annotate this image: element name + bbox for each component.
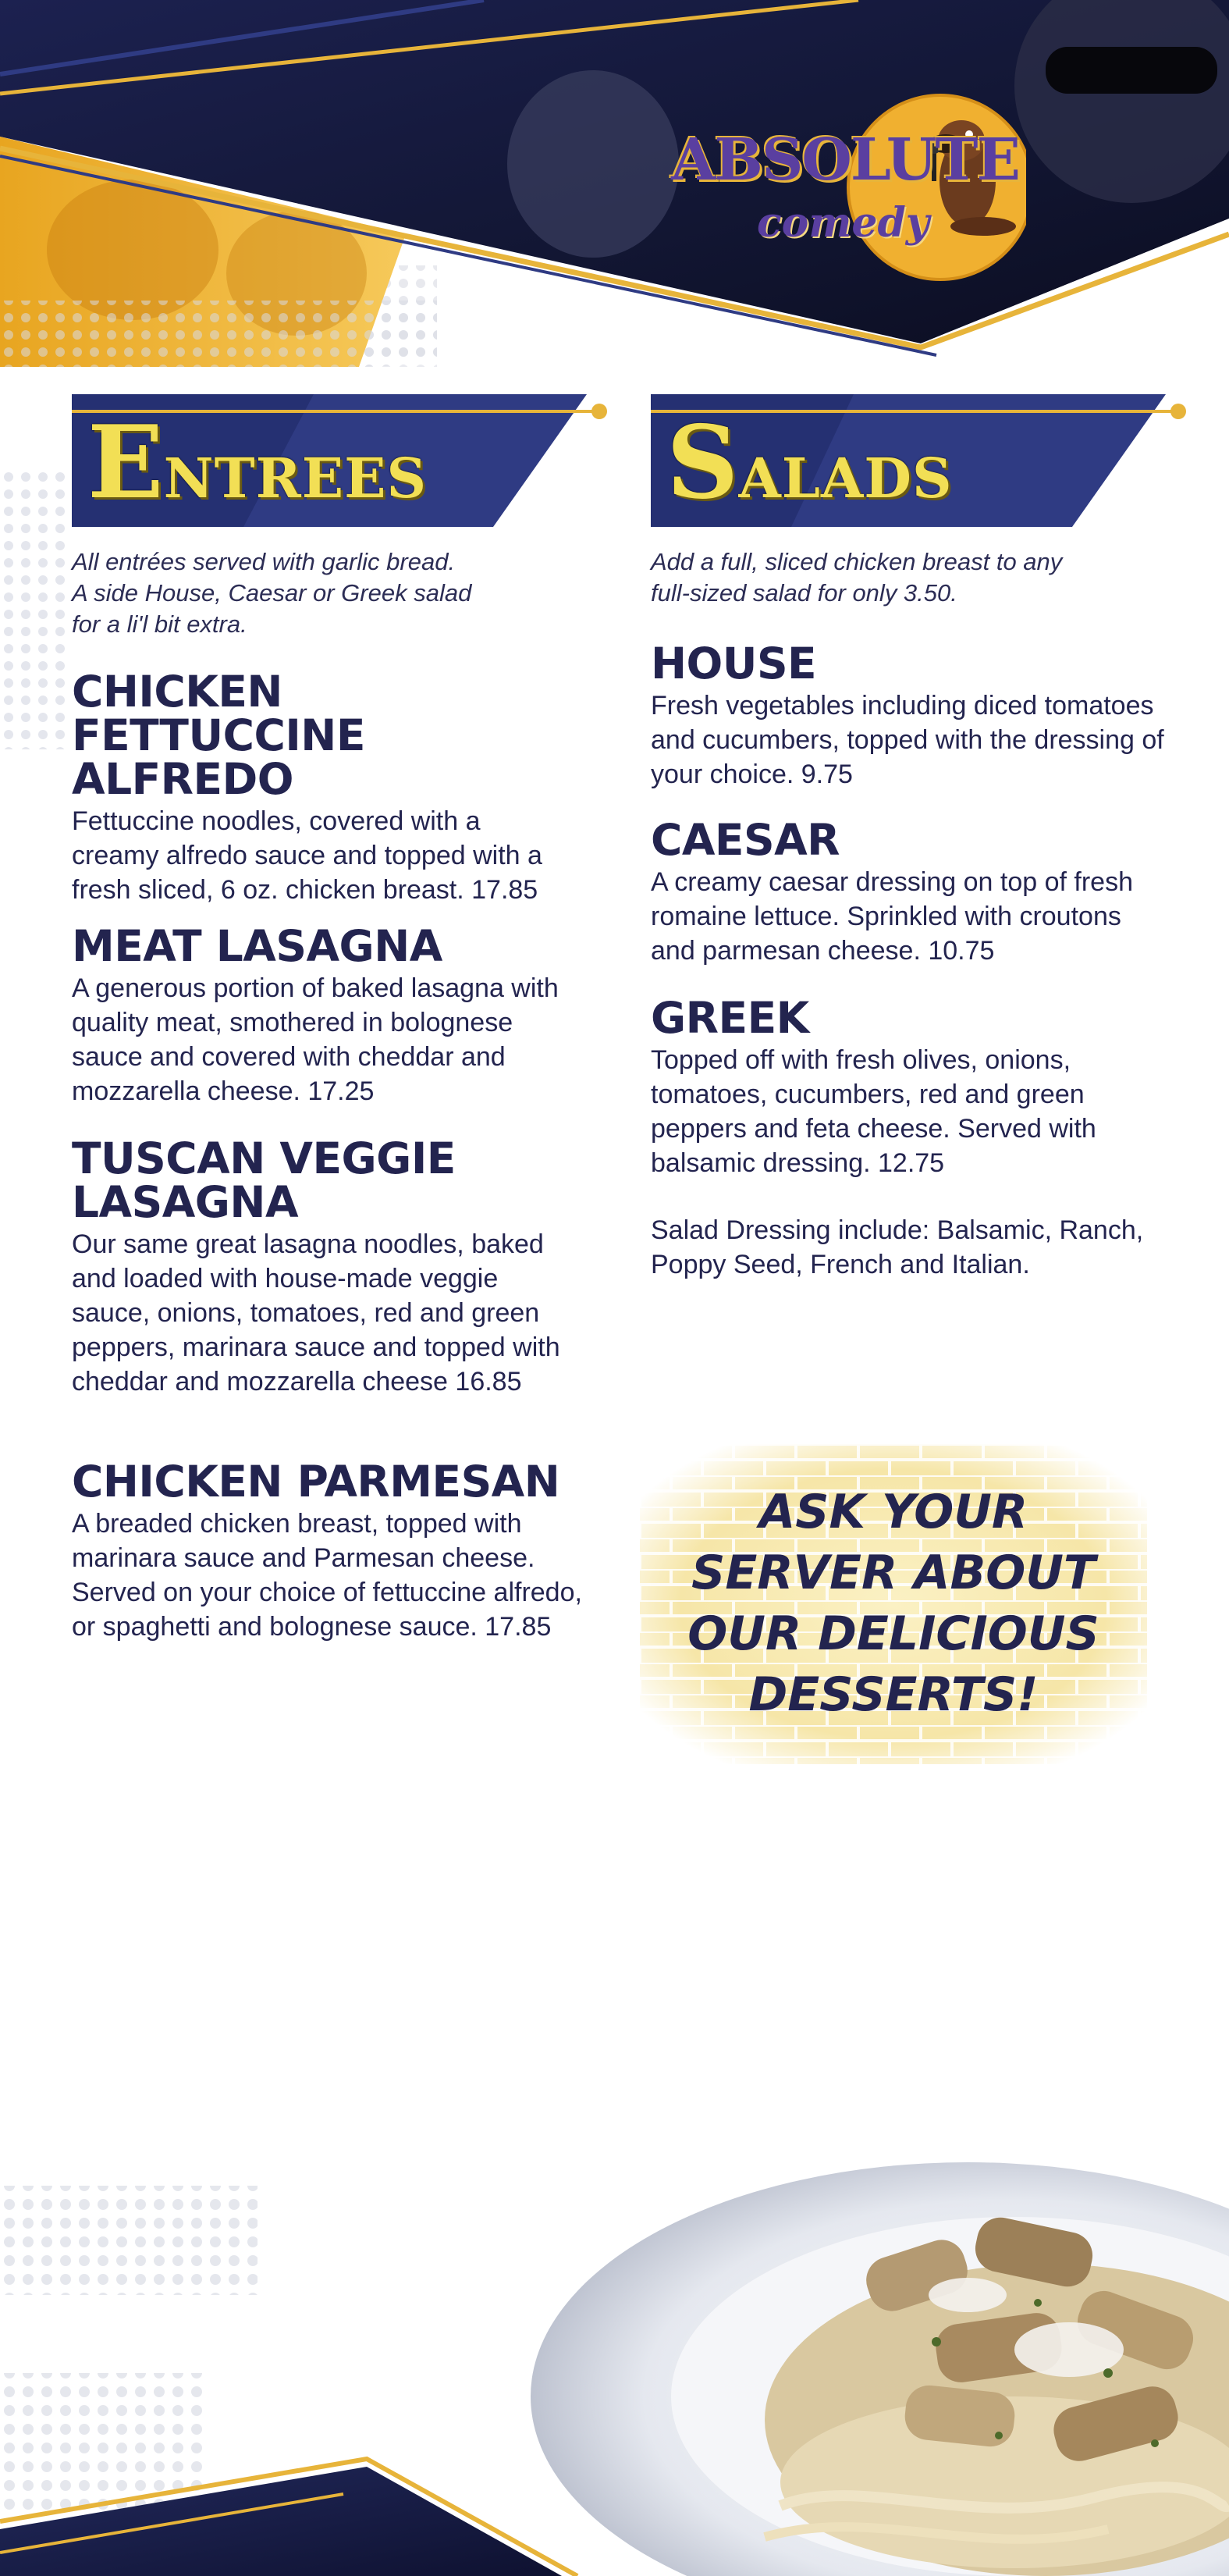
salads-title-initial: S — [666, 404, 739, 521]
salads-intro — [651, 546, 1158, 609]
entree-item — [72, 1457, 618, 1644]
dessert-promo-text — [640, 1482, 1147, 1725]
entree-item — [72, 667, 602, 907]
header-background — [0, 0, 1229, 367]
entrees-banner — [72, 394, 618, 531]
entree-name: CHICKEN PARMESAN — [72, 1457, 560, 1507]
entree-item — [72, 1133, 602, 1399]
salads-title — [666, 400, 953, 525]
salads-banner — [651, 394, 1197, 531]
salad-description: A creamy caesar dressing on top of fresh romaine lettuce. Sprinkled with croutons and parmesan cheese. 10.75 — [651, 867, 1133, 966]
salad-name: CAESAR — [651, 815, 840, 865]
brand-name-top: ABSOLUTE — [671, 126, 1019, 194]
entrees-title-rest: NTREES — [163, 446, 428, 511]
salad-item — [651, 639, 1181, 792]
entree-name: MEAT LASAGNA — [72, 921, 442, 971]
footer-background — [0, 2139, 1229, 2576]
entrees-intro-line: for a li'l bit extra. — [72, 610, 247, 638]
entree-description: Fettuccine noodles, covered with a creamy alfredo sauce and topped with a fresh sliced, 6 oz. chicken breast. 17.85 — [72, 806, 542, 905]
entree-name: CHICKEN FETTUCCINE ALFREDO — [72, 667, 365, 804]
entrees-intro-line: A side House, Caesar or Greek salad — [72, 579, 472, 607]
entree-description: A generous portion of baked lasagna with quality meat, smothered in bolognese sauce and covered with cheddar and mozzarella cheese. 17.25 — [72, 973, 559, 1106]
entree-description: Our same great lasagna noodles, baked and loaded with house-made veggie sauce, onions, tomatoes, red and green peppers, marinara sauce and topped with cheddar and mozzarella cheese 16.85 — [72, 1229, 560, 1397]
entrees-intro-line: All entrées served with garlic bread. — [72, 548, 456, 575]
salad-name: HOUSE — [651, 639, 817, 688]
dessert-promo-line: OUR DELICIOUS — [687, 1606, 1099, 1661]
salad-item — [651, 993, 1181, 1180]
salad-description: Topped off with fresh olives, onions, tomatoes, cucumbers, red and green peppers and feta cheese. Served with balsamic dressing. 12.75 — [651, 1045, 1096, 1178]
entree-item — [72, 921, 602, 1108]
salad-name: GREEK — [651, 993, 809, 1043]
salads-title-rest: ALADS — [738, 446, 953, 511]
entree-description: A breaded chicken breast, topped with marinara sauce and Parmesan cheese. Served on your choice of fettuccine alfredo, or spaghetti and bolognese sauce. 17.85 — [72, 1509, 582, 1642]
salad-dressing-note: Salad Dressing include: Balsamic, Ranch, Poppy Seed, French and Italian. — [651, 1215, 1144, 1279]
salads-intro-line: full-sized salad for only 3.50. — [651, 579, 957, 607]
dessert-promo-line: DESSERTS! — [748, 1667, 1039, 1722]
salad-item — [651, 815, 1181, 968]
dessert-promo-line: SERVER ABOUT — [691, 1546, 1096, 1600]
dessert-promo — [640, 1444, 1147, 1764]
dessert-promo-line: ASK YOUR — [758, 1485, 1028, 1539]
salads-intro-line: Add a full, sliced chicken breast to any — [651, 548, 1063, 575]
brand-logo — [671, 94, 1026, 289]
brand-name-bottom: comedy — [757, 199, 930, 247]
entree-name: TUSCAN VEGGIE LASAGNA — [72, 1133, 456, 1227]
entrees-title-initial: E — [87, 404, 164, 521]
salad-description: Fresh vegetables including diced tomatoes and cucumbers, topped with the dressing of your choice. 9.75 — [651, 691, 1164, 789]
entrees-intro — [72, 546, 579, 640]
